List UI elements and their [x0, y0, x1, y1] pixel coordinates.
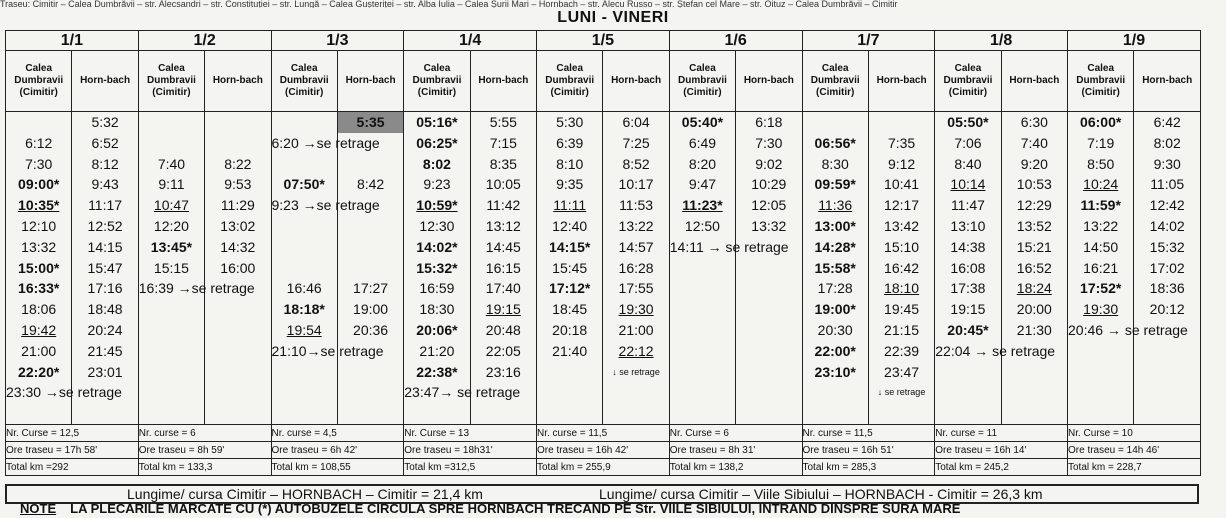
departure-time: 21:00 [21, 342, 57, 359]
departure-time: 21:40 [552, 342, 588, 359]
column-header-hornbach: Horn-bach [1001, 51, 1067, 112]
departure-time: 19:30 [618, 301, 654, 318]
column-header-calea-dumbravii: Calea Dumbravii (Cimitir) [669, 51, 735, 112]
departure-time: 13:52 [1016, 217, 1052, 234]
departure-time: 17:52* [1080, 280, 1122, 297]
departure-time: 6:20 →se retrage [271, 134, 380, 151]
total-km: Total km = 285,3 [802, 459, 935, 476]
departure-time: 9:11 [158, 176, 185, 193]
route-hours: Ore traseu = 16h 51' [802, 442, 935, 459]
bus-group-8-header: 1/8 [935, 31, 1068, 51]
column-header-calea-dumbravii: Calea Dumbravii (Cimitir) [1068, 51, 1134, 112]
departure-time: 12:40 [552, 217, 588, 234]
column-header-hornbach: Horn-bach [603, 51, 669, 112]
departure-time: 14:28* [814, 238, 856, 255]
departure-time: 09:00* [18, 176, 60, 193]
departure-time: 05:50* [947, 114, 989, 130]
total-km: Total km =312,5 [404, 459, 537, 476]
departure-time: 17:55 [618, 280, 654, 297]
departure-time: 8:40 [954, 155, 982, 172]
route-length-via-viile: Lungime/ cursa Cimitir – Viile Sibiului – HORNBACH - Cimitir = 26,3 km [599, 486, 1043, 502]
departure-time: 19:30 [1083, 301, 1119, 318]
empty-slot [338, 258, 403, 279]
departure-time: 5:30 [556, 114, 584, 130]
times-column-cimitir [537, 112, 603, 425]
departure-time: 10:35* [18, 197, 60, 214]
total-km: Total km = 255,9 [537, 459, 670, 476]
departure-time: 11:29 [220, 197, 255, 214]
departure-time: 10:29 [751, 176, 787, 193]
departure-time: 15:47 [87, 259, 123, 276]
times-column-hornbach [736, 112, 802, 425]
departure-time: 9:53 [224, 176, 252, 193]
departure-time: 14:11 → se retrage [669, 238, 789, 255]
total-km: Total km = 138,2 [669, 459, 802, 476]
departure-time: 11:36 [818, 197, 853, 214]
trip-count: Nr. Curse = 10 [1068, 425, 1201, 442]
departure-time: 16:59 [419, 280, 455, 297]
departure-time: 10:41 [884, 176, 920, 193]
trip-count: Nr. curse = 6 [138, 425, 271, 442]
departure-time: 19:00 [353, 301, 389, 318]
empty-slot [338, 237, 403, 258]
departure-time: 13:32 [21, 238, 57, 255]
times-column-cimitir [802, 112, 868, 425]
departure-time: 9:20 [1020, 155, 1048, 172]
departure-time: 7:30 [25, 155, 53, 172]
departure-time: 07:50* [283, 176, 325, 193]
empty-slot [6, 112, 71, 133]
bus-group-7-header: 1/7 [802, 31, 935, 51]
departure-time: 18:06 [21, 301, 57, 318]
departure-time: 23:10* [814, 363, 856, 380]
departure-time: 9:02 [755, 155, 783, 172]
departure-time: 06:25* [416, 134, 458, 151]
departure-time: 19:54 [286, 321, 322, 338]
departure-time: 22:38* [416, 363, 458, 380]
departure-time: 20:24 [87, 321, 123, 338]
departure-time: ↓ se retrage [877, 387, 926, 398]
departure-time: 9:23 [423, 176, 451, 193]
departure-time: 22:00* [814, 342, 856, 359]
departure-time: 16:33* [18, 280, 60, 297]
trip-count: Nr. Curse = 13 [404, 425, 537, 442]
route-hours: Ore traseu = 8h 31' [669, 442, 802, 459]
departure-time: 14:02 [1149, 217, 1185, 234]
departure-time: 13:32 [751, 217, 787, 234]
total-km: Total km = 108,55 [271, 459, 404, 476]
departure-time: 11:05 [1150, 176, 1185, 193]
trip-count: Nr. curse = 11,5 [802, 425, 935, 442]
departure-time: 13:10 [950, 217, 986, 234]
empty-slot [139, 133, 204, 154]
column-header-calea-dumbravii: Calea Dumbravii (Cimitir) [537, 51, 603, 112]
departure-time: 21:45 [87, 342, 123, 359]
departure-time: 10:53 [1016, 176, 1052, 193]
column-header-hornbach: Horn-bach [868, 51, 934, 112]
departure-time: 20:45* [947, 321, 989, 338]
empty-slot [205, 133, 270, 154]
departure-time: 10:24 [1083, 176, 1119, 193]
times-column-hornbach [1134, 112, 1201, 425]
departure-time: 15:58* [814, 259, 856, 276]
empty-slot [272, 216, 337, 237]
departure-time: 21:30 [1016, 321, 1052, 338]
times-column-hornbach [470, 112, 536, 425]
bus-group-6-header: 1/6 [669, 31, 802, 51]
departure-time: 15:15 [153, 259, 189, 276]
departure-time: 10:17 [618, 176, 654, 193]
departure-time: 14:45 [485, 238, 521, 255]
departure-time: 20:46 → se retrage [1068, 321, 1188, 338]
departure-time: ↓ se retrage [612, 366, 660, 377]
times-column-hornbach [337, 112, 403, 425]
departure-time: 16:52 [1016, 259, 1052, 276]
departure-time: 12:20 [153, 217, 189, 234]
departure-time: 11:59* [1080, 197, 1121, 214]
column-header-hornbach: Horn-bach [1134, 51, 1201, 112]
route-description: Traseu: Cimitir – Calea Dumbrăvii – str. Alecsandri – str. Constituției – str. Lungă – Calea Gușteriței – str. Alba Iulia – Calea Șurii Mari – Hornbach – str. Alecu Russo – str. Ștefan cel Mare – str. Oituz – Calea Dumbrăvii – Cimitir [0, 0, 898, 8]
total-km: Total km = 245,2 [935, 459, 1068, 476]
route-hours: Ore traseu = 16h 42' [537, 442, 670, 459]
departure-time: 15:21 [1016, 238, 1052, 255]
empty-slot [869, 112, 934, 133]
departure-time: 11:47 [950, 197, 985, 214]
route-hours: Ore traseu = 8h 59' [138, 442, 271, 459]
departure-time: 15:32* [416, 259, 458, 276]
departure-time: 9:23 →se retrage [271, 197, 380, 214]
departure-time: 8:20 [688, 155, 717, 172]
departure-time: 15:00* [18, 259, 60, 276]
departure-time: 20:06* [416, 321, 458, 338]
departure-time: 13:22 [1083, 217, 1119, 234]
departure-time: 22:20* [18, 363, 60, 380]
trip-count: Nr. curse = 11 [935, 425, 1068, 442]
departure-time: 11:11 [553, 197, 587, 214]
departure-time: 14:32 [220, 238, 256, 255]
column-header-calea-dumbravii: Calea Dumbravii (Cimitir) [271, 51, 337, 112]
empty-slot [338, 154, 403, 175]
empty-slot [205, 112, 270, 133]
times-column-hornbach [603, 112, 669, 425]
route-hours: Ore traseu = 16h 14' [935, 442, 1068, 459]
bus-group-9-header: 1/9 [1068, 31, 1201, 51]
note-text: LA PLECARILE MARCATE CU (*) AUTOBUZELE CIRCULA SPRE HORNBACH TRECAND PE Str. VIILE SIBIULUI, INTRAND DINSPRE SURA MARE [70, 501, 961, 516]
column-header-calea-dumbravii: Calea Dumbravii (Cimitir) [935, 51, 1001, 112]
note-line [20, 501, 960, 516]
column-header-hornbach: Horn-bach [72, 51, 138, 112]
departure-time: 16:00 [220, 259, 256, 276]
departure-time: 20:18 [552, 321, 588, 338]
departure-time: 14:15* [549, 238, 591, 255]
departure-time: 17:27 [353, 280, 389, 297]
total-km: Total km = 228,7 [1068, 459, 1201, 476]
departure-time: 8:02 [1153, 134, 1181, 151]
departure-time: 9:12 [887, 155, 916, 172]
departure-time: 12:52 [87, 217, 123, 234]
departure-time: 22:05 [485, 342, 521, 359]
empty-slot [272, 154, 337, 175]
times-column-hornbach [205, 112, 271, 425]
departure-time: 21:00 [618, 321, 654, 338]
departure-time: 21:15 [884, 321, 920, 338]
departure-time: 8:50 [1087, 155, 1115, 172]
departure-time: 17:40 [485, 280, 521, 297]
departure-time: 13:02 [220, 217, 256, 234]
departure-time: 06:00* [1080, 114, 1122, 130]
departure-time: 23:30 →se retrage [6, 384, 122, 401]
departure-time: 12:10 [21, 217, 57, 234]
departure-time: 23:01 [87, 363, 123, 380]
departure-time: 10:47 [153, 197, 189, 214]
departure-time: 20:00 [1016, 301, 1052, 318]
departure-time: 09:59* [814, 176, 856, 193]
total-km: Total km =292 [6, 459, 139, 476]
times-column-hornbach [1001, 112, 1067, 425]
departure-time: 10:05 [485, 176, 521, 193]
empty-slot [803, 112, 868, 133]
times-column-hornbach [868, 112, 934, 425]
departure-time: 11:23* [682, 197, 723, 214]
departure-time: 15:45 [552, 259, 588, 276]
empty-slot [272, 258, 337, 279]
departure-time: 05:40* [681, 114, 724, 130]
departure-time: 8:35 [489, 155, 517, 172]
departure-time: 18:45 [552, 301, 588, 318]
departure-time: 19:45 [884, 301, 920, 318]
departure-time: 18:30 [419, 301, 455, 318]
column-header-hornbach: Horn-bach [205, 51, 271, 112]
departure-time: 8:22 [224, 155, 252, 172]
departure-time: 16:08 [950, 259, 986, 276]
column-header-calea-dumbravii: Calea Dumbravii (Cimitir) [802, 51, 868, 112]
day-header: LUNI - VINERI [557, 9, 669, 26]
empty-slot [272, 237, 337, 258]
times-column-hornbach [72, 112, 138, 425]
departure-time: 14:50 [1083, 238, 1119, 255]
departure-time: 22:39 [884, 342, 920, 359]
departure-time: 7:25 [622, 134, 650, 151]
departure-time: 5:35 [338, 112, 403, 133]
column-header-calea-dumbravii: Calea Dumbravii (Cimitir) [138, 51, 204, 112]
departure-time: 6:52 [91, 134, 119, 151]
bus-group-4-header: 1/4 [404, 31, 537, 51]
departure-time: 8:52 [622, 155, 650, 172]
departure-time: 14:15 [87, 238, 123, 255]
column-header-hornbach: Horn-bach [736, 51, 802, 112]
departure-time: 6:04 [622, 114, 650, 130]
route-hours: Ore traseu = 17h 58' [6, 442, 139, 459]
departure-time: 6:39 [556, 134, 584, 151]
total-km: Total km = 133,3 [138, 459, 271, 476]
bus-group-2-header: 1/2 [138, 31, 271, 51]
departure-time: 14:38 [950, 238, 986, 255]
departure-time: 16:46 [286, 280, 322, 297]
trip-count: Nr. curse = 4,5 [271, 425, 404, 442]
route-hours: Ore traseu = 6h 42' [271, 442, 404, 459]
departure-time: 13:42 [884, 217, 920, 234]
departure-time: 13:12 [485, 217, 521, 234]
departure-time: 9:30 [1153, 155, 1181, 172]
departure-time: 20:12 [1149, 301, 1185, 318]
departure-time: 16:39 →se retrage [138, 280, 255, 297]
trip-count: Nr. Curse = 12,5 [6, 425, 139, 442]
departure-time: 17:02 [1149, 259, 1185, 276]
departure-time: 12:29 [1016, 197, 1052, 214]
empty-slot [272, 112, 337, 133]
departure-time: 19:42 [21, 321, 57, 338]
departure-time: 18:10 [884, 280, 920, 297]
departure-time: 21:10→se retrage [271, 342, 384, 359]
departure-time: 15:10 [884, 238, 920, 255]
departure-time: 6:42 [1153, 114, 1181, 130]
departure-time: 7:15 [489, 134, 517, 151]
departure-time: 14:02* [416, 238, 458, 255]
departure-time: 23:47→ se retrage [404, 384, 521, 401]
departure-time: 7:40 [1020, 134, 1048, 151]
departure-time: 23:47 [884, 363, 920, 380]
departure-time: 17:16 [87, 280, 123, 297]
departure-time: 8:12 [91, 155, 119, 172]
departure-time: 06:56* [814, 134, 856, 151]
departure-time: 6:12 [25, 134, 53, 151]
departure-time: 12:05 [751, 197, 787, 214]
departure-time: 20:36 [353, 321, 389, 338]
departure-time: 9:35 [556, 176, 584, 193]
departure-time: 21:20 [419, 342, 455, 359]
departure-time: 10:14 [950, 176, 986, 193]
departure-time: 7:30 [755, 134, 783, 151]
departure-time: 22:04 → se retrage [935, 342, 1056, 359]
departure-time: 13:00* [814, 217, 856, 234]
bus-group-5-header: 1/5 [537, 31, 670, 51]
route-hours: Ore traseu = 18h31' [404, 442, 537, 459]
column-header-calea-dumbravii: Calea Dumbravii (Cimitir) [6, 51, 72, 112]
departure-time: 7:19 [1087, 134, 1115, 151]
column-header-calea-dumbravii: Calea Dumbravii (Cimitir) [404, 51, 470, 112]
departure-time: 17:12* [549, 280, 591, 297]
departure-time: 7:06 [954, 134, 982, 151]
departure-time: 17:38 [950, 280, 986, 297]
departure-time: 13:45* [150, 238, 193, 255]
departure-time: 9:43 [91, 176, 119, 193]
departure-time: 18:36 [1149, 280, 1185, 297]
bus-group-3-header: 1/3 [271, 31, 404, 51]
schedule-table [5, 30, 1201, 476]
departure-time: 5:32 [91, 114, 119, 130]
departure-time: 11:42 [486, 197, 521, 214]
departure-time: 05:16* [416, 114, 458, 130]
note-label: NOTE [20, 501, 57, 516]
departure-time: 11:17 [88, 197, 123, 214]
route-length-direct: Lungime/ cursa Cimitir – HORNBACH – Cimitir = 21,4 km [127, 486, 483, 502]
departure-time: 18:18* [283, 301, 325, 318]
departure-time: 8:02 [422, 155, 451, 172]
departure-time: 16:15 [485, 259, 521, 276]
departure-time: 12:50 [684, 217, 720, 234]
column-header-hornbach: Horn-bach [470, 51, 536, 112]
departure-time: 8:10 [556, 155, 584, 172]
departure-time: 7:40 [157, 155, 186, 172]
column-header-hornbach: Horn-bach [337, 51, 403, 112]
departure-time: 17:28 [817, 280, 853, 297]
departure-time: 20:30 [817, 321, 853, 338]
departure-time: 20:48 [485, 321, 521, 338]
departure-time: 5:55 [489, 114, 517, 130]
departure-time: 19:00* [814, 301, 856, 318]
empty-slot [338, 216, 403, 237]
departure-time: 6:30 [1020, 114, 1048, 130]
bus-group-1-header: 1/1 [6, 31, 139, 51]
departure-time: 11:53 [619, 197, 654, 214]
departure-time: 23:16 [485, 363, 521, 380]
departure-time: 14:57 [618, 238, 654, 255]
departure-time: 12:42 [1149, 197, 1185, 214]
departure-time: 8:42 [356, 176, 385, 193]
departure-time: 13:22 [618, 217, 654, 234]
departure-time: 7:35 [887, 134, 916, 151]
departure-time: 16:42 [884, 259, 920, 276]
departure-time: 12:30 [419, 217, 455, 234]
departure-time: 19:15 [950, 301, 986, 318]
departure-time: 18:24 [1016, 280, 1052, 297]
departure-time: 6:18 [755, 114, 783, 130]
trip-count: Nr. Curse = 6 [669, 425, 802, 442]
departure-time: 8:30 [821, 155, 849, 172]
empty-slot [139, 112, 204, 133]
departure-time: 6:49 [688, 134, 717, 151]
departure-time: 19:15 [485, 301, 521, 318]
departure-time: 10:59* [416, 197, 458, 214]
departure-time: 16:28 [618, 259, 654, 276]
departure-time: 12:17 [884, 197, 920, 214]
departure-time: 18:48 [87, 301, 123, 318]
route-hours: Ore traseu = 14h 46' [1068, 442, 1201, 459]
trip-count: Nr. curse = 11,5 [537, 425, 670, 442]
departure-time: 22:12 [618, 342, 654, 359]
departure-time: 9:47 [688, 176, 717, 193]
departure-time: 15:32 [1149, 238, 1185, 255]
departure-time: 16:21 [1083, 259, 1119, 276]
